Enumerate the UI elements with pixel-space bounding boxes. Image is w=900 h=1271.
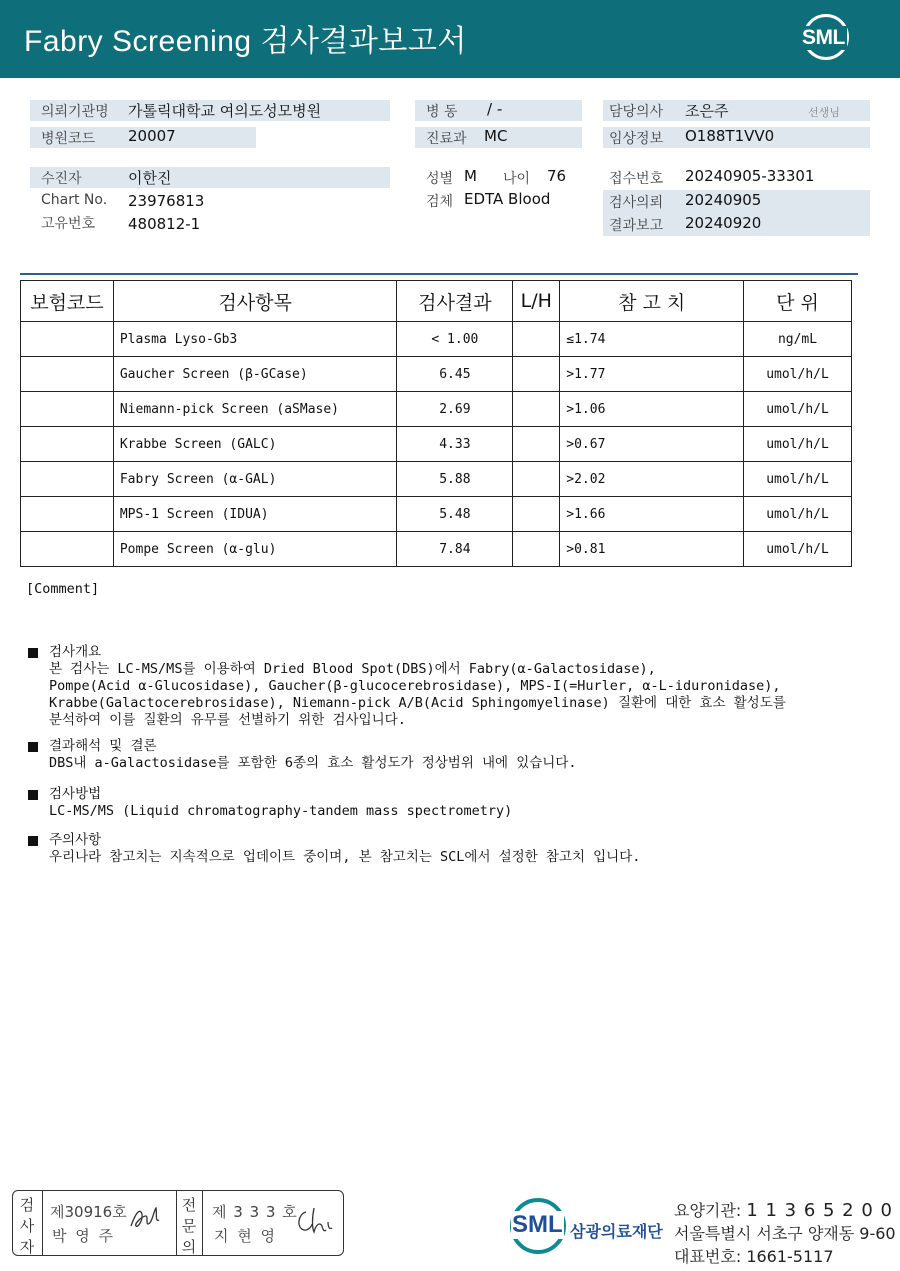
sex-value: M <box>464 167 477 185</box>
examiner-label: 검 사 자 <box>19 1196 35 1256</box>
cell-reference: >1.06 <box>560 392 744 427</box>
cell-item: Fabry Screen (α-GAL) <box>113 462 397 497</box>
clinical-label: 임상정보 <box>609 131 664 147</box>
header-reference: 참 고 치 <box>560 281 744 322</box>
cell-lh <box>513 392 560 427</box>
comment-label: [Comment] <box>26 581 100 597</box>
cell-reference: >1.66 <box>560 497 744 532</box>
examiner-signature <box>128 1204 164 1234</box>
results-table <box>20 280 852 567</box>
table-row <box>21 322 852 357</box>
cell-result: 2.69 <box>397 392 513 427</box>
header-unit: 단 위 <box>744 281 852 322</box>
stamp-divider <box>42 1191 43 1255</box>
patient-value: 이한진 <box>128 169 172 187</box>
cell-unit: umol/h/L <box>744 532 852 567</box>
patient-bar <box>30 167 390 188</box>
cell-reference: >0.67 <box>560 427 744 462</box>
cell-reference: ≤1.74 <box>560 322 744 357</box>
request-label: 검사의뢰 <box>609 195 664 211</box>
section-line: Krabbe(Galactocerebrosidase), Niemann-pick A/B(Acid Sphingomyelinase) 질환에 대한 효소 활성도를 <box>49 695 786 711</box>
dept-label: 진료과 <box>426 131 467 147</box>
cell-lh <box>513 532 560 567</box>
patient-label: 수진자 <box>41 171 82 187</box>
section-line: 분석하여 이를 질환의 유무를 선별하기 위한 검사입니다. <box>49 712 406 728</box>
table-header-row <box>21 281 852 322</box>
ward-label: 병 동 <box>426 104 458 120</box>
cell-unit: umol/h/L <box>744 357 852 392</box>
section-method <box>49 786 512 820</box>
cell-code <box>21 462 114 497</box>
age-value: 76 <box>547 167 567 185</box>
doctor-label: 담당의사 <box>609 104 664 120</box>
specialist-signature <box>294 1204 334 1238</box>
cell-lh <box>513 322 560 357</box>
header-result: 검사결과 <box>397 281 513 322</box>
cell-lh <box>513 497 560 532</box>
section-title: 검사방법 <box>49 786 102 802</box>
age-label: 나이 <box>503 171 531 187</box>
examiner-name: 박 영 주 <box>52 1227 116 1245</box>
table-row <box>21 427 852 462</box>
hospital-value: 가톨릭대학교 여의도성모병원 <box>128 102 322 120</box>
cell-reference: >0.81 <box>560 532 744 567</box>
cell-code <box>21 357 114 392</box>
cell-item: Pompe Screen (α-glu) <box>113 532 397 567</box>
section-line: DBS내 a-Galactosidase를 포함한 6종의 효소 활성도가 정상범위 내에 있습니다. <box>49 755 577 771</box>
cell-unit: umol/h/L <box>744 497 852 532</box>
section-line: Pompe(Acid α-Glucosidase), Gaucher(β-glucocerebrosidase), MPS-I(=Hurler, α-L-iduronidase), <box>49 678 781 694</box>
cell-code <box>21 532 114 567</box>
cell-unit: umol/h/L <box>744 462 852 497</box>
address-line: 서울특별시 서초구 양재동 9-60 <box>674 1224 896 1243</box>
header-lh: L/H <box>513 281 560 322</box>
report-value: 20240920 <box>685 214 762 232</box>
cell-item: MPS-1 Screen (IDUA) <box>113 497 397 532</box>
section-overview <box>49 644 786 729</box>
phone-number: 1661-5117 <box>746 1247 834 1266</box>
section-line: 우리나라 참고치는 지속적으로 업데이트 중이며, 본 참고치는 SCL에서 설정한 참고치 입니다. <box>49 849 641 865</box>
report-title: Fabry Screening 검사결과보고서 <box>24 25 467 58</box>
table-row <box>21 462 852 497</box>
hospital-label: 의뢰기관명 <box>41 104 109 120</box>
cell-lh <box>513 427 560 462</box>
specialist-name: 지 현 영 <box>214 1227 278 1245</box>
cell-reference: >1.77 <box>560 357 744 392</box>
sml-logo: SML <box>802 26 845 49</box>
cell-result: 5.88 <box>397 462 513 497</box>
doctor-value: 조은주 <box>685 102 729 120</box>
section-interpretation <box>49 738 577 772</box>
cell-code <box>21 427 114 462</box>
section-line: LC-MS/MS (Liquid chromatography-tandem mass spectrometry) <box>49 803 513 819</box>
section-line: 본 검사는 LC-MS/MS를 이용하여 Dried Blood Spot(DBS)에서 Fabry(α-Galactosidase), <box>49 661 656 677</box>
header-item: 검사항목 <box>113 281 397 322</box>
stamp-divider <box>176 1191 177 1255</box>
cell-item: Plasma Lyso-Gb3 <box>113 322 397 357</box>
cell-item: Gaucher Screen (β-GCase) <box>113 357 397 392</box>
specialist-label: 전 문 의 <box>181 1196 197 1256</box>
doctor-suffix: 선생님 <box>808 106 840 119</box>
table-row <box>21 357 852 392</box>
org-name: 삼광의료재단 <box>570 1222 663 1241</box>
request-value: 20240905 <box>685 191 762 209</box>
specimen-value: EDTA Blood <box>464 190 551 208</box>
cell-result: 4.33 <box>397 427 513 462</box>
org-logo: SML <box>512 1211 563 1238</box>
chart-value: 23976813 <box>128 192 205 210</box>
cell-lh <box>513 357 560 392</box>
facility-line: 요양기관: 1 1 3 6 5 2 0 0 <box>674 1200 893 1221</box>
bullet-icon <box>28 648 38 658</box>
bullet-icon <box>28 836 38 846</box>
table-row <box>21 532 852 567</box>
cell-result: < 1.00 <box>397 322 513 357</box>
cell-item: Krabbe Screen (GALC) <box>113 427 397 462</box>
section-title: 결과해석 및 결론 <box>49 738 157 754</box>
cell-unit: umol/h/L <box>744 392 852 427</box>
cell-result: 7.84 <box>397 532 513 567</box>
unique-label: 고유번호 <box>41 216 96 232</box>
ward-value: / - <box>487 100 503 118</box>
cell-result: 5.48 <box>397 497 513 532</box>
unique-value: 480812-1 <box>128 215 201 233</box>
section-divider <box>20 273 858 275</box>
specialist-number: 제 3 3 3 호 <box>212 1203 298 1221</box>
dept-value: MC <box>484 127 508 145</box>
clinical-value: O188T1VV0 <box>685 127 775 145</box>
cell-code <box>21 322 114 357</box>
examiner-number: 제30916호 <box>50 1203 127 1221</box>
cell-result: 6.45 <box>397 357 513 392</box>
bullet-icon <box>28 790 38 800</box>
cell-item: Niemann-pick Screen (aSMase) <box>113 392 397 427</box>
cell-unit: umol/h/L <box>744 427 852 462</box>
table-row <box>21 392 852 427</box>
report-label: 결과보고 <box>609 218 664 234</box>
code-label: 병원코드 <box>41 131 96 147</box>
section-title: 주의사항 <box>49 832 102 848</box>
cell-lh <box>513 462 560 497</box>
table-row <box>21 497 852 532</box>
section-title: 검사개요 <box>49 644 102 660</box>
code-value: 20007 <box>128 127 176 145</box>
facility-number: 1 1 3 6 5 2 0 0 <box>746 1200 893 1221</box>
sex-label: 성별 <box>426 171 454 187</box>
cell-code <box>21 392 114 427</box>
phone-line: 대표번호: 1661-5117 <box>674 1247 834 1266</box>
cell-reference: >2.02 <box>560 462 744 497</box>
specimen-label: 검체 <box>426 194 454 210</box>
cell-code <box>21 497 114 532</box>
header-code: 보험코드 <box>21 281 114 322</box>
receipt-value: 20240905-33301 <box>685 167 815 185</box>
cell-unit: ng/mL <box>744 322 852 357</box>
section-caution <box>49 832 640 866</box>
chart-label: Chart No. <box>41 192 108 208</box>
bullet-icon <box>28 742 38 752</box>
receipt-label: 접수번호 <box>609 171 664 187</box>
stamp-divider <box>202 1191 203 1255</box>
